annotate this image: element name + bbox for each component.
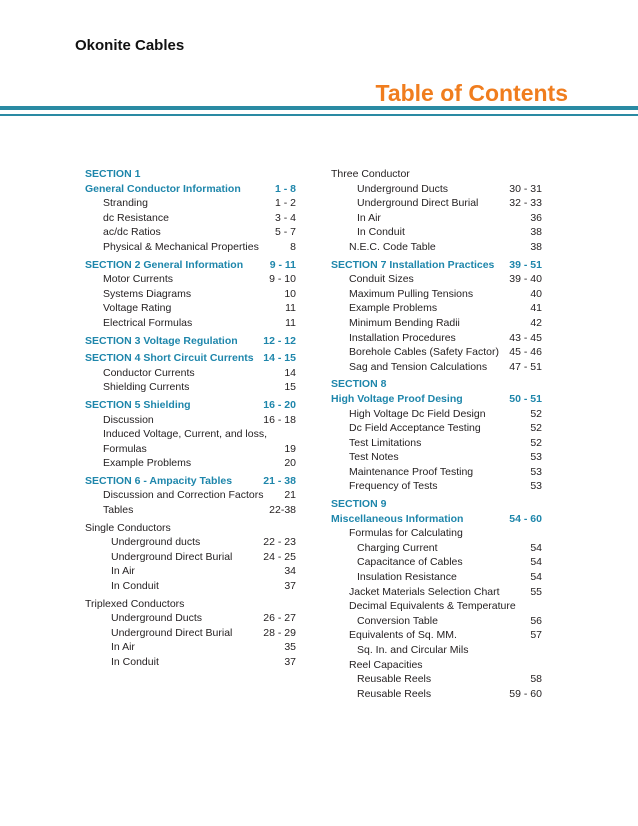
toc-entry bbox=[85, 488, 296, 503]
toc-entry-title: Underground Direct Burial bbox=[111, 550, 233, 563]
toc-entry-title: Stranding bbox=[103, 197, 148, 210]
toc-entry-page: 9 - 10 bbox=[269, 273, 296, 286]
toc-entry-page: 16 - 20 bbox=[263, 398, 296, 411]
toc-entry-title: SECTION 3 Voltage Regulation bbox=[85, 334, 238, 347]
toc-entry bbox=[85, 272, 296, 287]
toc-entry-page: 38 bbox=[530, 226, 542, 239]
toc-entry-title: Decimal Equivalents & Temperature bbox=[349, 600, 516, 613]
toc-entry-page: 35 bbox=[284, 641, 296, 654]
toc-entry-page: 12 - 12 bbox=[263, 334, 296, 347]
toc-entry-page: 54 bbox=[530, 571, 542, 584]
toc-entry-title: dc Resistance bbox=[103, 211, 169, 224]
toc-entry-page: 36 bbox=[530, 211, 542, 224]
toc-entry-page: 11 bbox=[285, 316, 296, 329]
header-rule-thick bbox=[0, 106, 638, 110]
toc-entry bbox=[331, 272, 542, 287]
toc-entry-page: 21 - 38 bbox=[263, 474, 296, 487]
toc-entry-title: Borehole Cables (Safety Factor) bbox=[349, 346, 499, 359]
toc-entry-page: 53 bbox=[530, 480, 542, 493]
toc-section-heading bbox=[331, 512, 542, 527]
toc-entry bbox=[85, 316, 296, 331]
toc-entry-title: Formulas bbox=[103, 442, 147, 455]
toc-entry-page: 11 bbox=[285, 302, 296, 315]
toc-entry-title: Miscellaneous Information bbox=[331, 512, 464, 525]
toc-entry bbox=[85, 287, 296, 302]
toc-entry bbox=[331, 555, 542, 570]
toc-entry-title: Equivalents of Sq. MM. bbox=[349, 629, 457, 642]
toc-entry bbox=[331, 345, 542, 360]
toc-entry-page: 52 bbox=[530, 407, 542, 420]
toc-entry-title: SECTION 1 bbox=[85, 168, 141, 180]
toc-entry-page: 54 bbox=[530, 541, 542, 554]
toc-entry-title: Example Problems bbox=[349, 302, 438, 315]
toc-entry-title: Installation Procedures bbox=[349, 331, 456, 344]
toc-entry bbox=[85, 597, 296, 612]
toc-entry-page: 1 - 8 bbox=[274, 182, 296, 195]
toc-column-left bbox=[85, 167, 296, 670]
toc-entry-title: Reusable Reels bbox=[357, 673, 432, 686]
toc-entry-page: 54 - 60 bbox=[509, 512, 542, 525]
toc-section-heading bbox=[85, 398, 296, 413]
toc-entry-page: 42 bbox=[530, 316, 542, 329]
toc-entry bbox=[331, 672, 542, 687]
toc-section-heading bbox=[85, 167, 296, 182]
toc-entry-page: 40 bbox=[530, 287, 542, 300]
toc-entry-page: 15 bbox=[284, 381, 296, 394]
toc-entry-page: 38 bbox=[530, 240, 542, 253]
toc-entry-title: SECTION 5 Shielding bbox=[85, 398, 191, 411]
toc-entry bbox=[331, 240, 542, 255]
toc-entry bbox=[331, 301, 542, 316]
toc-entry-title: In Conduit bbox=[111, 580, 159, 593]
toc-entry-page: 37 bbox=[284, 580, 296, 593]
toc-entry bbox=[331, 628, 542, 643]
toc-entry-title: SECTION 2 General Information bbox=[85, 258, 244, 271]
toc-entry-page: 5 - 7 bbox=[274, 226, 296, 239]
toc-entry bbox=[85, 611, 296, 626]
toc-entry bbox=[85, 413, 296, 428]
brand-title: Okonite Cables bbox=[75, 37, 185, 54]
toc-entry-title: Formulas for Calculating bbox=[349, 527, 463, 540]
toc-entry-page: 39 - 51 bbox=[509, 258, 542, 271]
toc-entry-title: ac/dc Ratios bbox=[103, 226, 161, 239]
toc-entry-title: Underground Ducts bbox=[111, 612, 203, 625]
toc-entry bbox=[85, 521, 296, 536]
toc-section-heading bbox=[331, 258, 542, 273]
toc-entry bbox=[85, 579, 296, 594]
toc-entry bbox=[85, 366, 296, 381]
toc-entry-title: SECTION 4 Short Circuit Currents bbox=[85, 352, 254, 365]
toc-entry bbox=[331, 287, 542, 302]
toc-entry bbox=[85, 626, 296, 641]
toc-entry-title: Sq. In. and Circular Mils bbox=[357, 644, 469, 656]
toc-entry-title: Three Conductor bbox=[331, 168, 410, 180]
toc-column-right bbox=[331, 167, 542, 701]
toc-entry-title: Underground Direct Burial bbox=[111, 626, 233, 639]
toc-entry bbox=[85, 655, 296, 670]
toc-entry-title: Conductor Currents bbox=[103, 366, 195, 379]
toc-entry bbox=[331, 316, 542, 331]
toc-entry bbox=[331, 614, 542, 629]
toc-entry bbox=[331, 479, 542, 494]
toc-section-heading bbox=[331, 497, 542, 512]
toc-section-heading bbox=[331, 392, 542, 407]
toc-entry bbox=[331, 407, 542, 422]
toc-entry-title: Shielding Currents bbox=[103, 381, 190, 394]
toc-entry bbox=[85, 535, 296, 550]
toc-entry bbox=[331, 182, 542, 197]
toc-entry-title: Capacitance of Cables bbox=[357, 556, 463, 569]
toc-entry bbox=[85, 640, 296, 655]
toc-section-heading bbox=[85, 182, 296, 197]
toc-entry-title: Frequency of Tests bbox=[349, 480, 438, 493]
toc-entry-title: Sag and Tension Calculations bbox=[349, 360, 488, 373]
toc-entry-title: SECTION 8 bbox=[331, 378, 387, 391]
toc-entry-page: 59 - 60 bbox=[509, 687, 542, 700]
toc-entry-title: In Air bbox=[111, 565, 135, 578]
toc-entry-page: 52 bbox=[530, 436, 542, 449]
toc-entry-page: 21 bbox=[284, 489, 296, 502]
toc-entry-page: 26 - 27 bbox=[263, 612, 296, 625]
toc-entry-page: 58 bbox=[530, 673, 542, 686]
toc-entry bbox=[85, 550, 296, 565]
toc-entry-title: SECTION 9 bbox=[331, 498, 387, 511]
toc-entry-title: Single Conductors bbox=[85, 521, 171, 534]
toc-entry-page: 54 bbox=[530, 556, 542, 569]
toc-entry bbox=[331, 436, 542, 451]
toc-entry-page: 14 bbox=[284, 366, 296, 379]
toc-section-heading bbox=[85, 334, 296, 349]
toc-entry bbox=[85, 564, 296, 579]
toc-entry-page: 50 - 51 bbox=[509, 392, 542, 405]
toc-entry bbox=[331, 167, 542, 182]
toc-entry-title: Charging Current bbox=[357, 541, 438, 554]
toc-entry-title: In Air bbox=[357, 211, 381, 224]
toc-entry bbox=[85, 380, 296, 395]
toc-entry-page: 20 bbox=[284, 457, 296, 470]
toc-entry bbox=[331, 360, 542, 375]
toc-entry bbox=[331, 570, 542, 585]
toc-entry-page: 19 bbox=[284, 442, 296, 455]
header-rule-thin bbox=[0, 114, 638, 116]
page-title: Table of Contents bbox=[375, 80, 568, 106]
toc-entry bbox=[331, 526, 542, 541]
toc-entry-title: Maximum Pulling Tensions bbox=[349, 287, 474, 300]
toc-entry-title: Minimum Bending Radii bbox=[349, 316, 460, 329]
toc-entry-title: Underground Direct Burial bbox=[357, 197, 479, 210]
toc-entry-title: Conduit Sizes bbox=[349, 273, 414, 286]
toc-entry-title: SECTION 7 Installation Practices bbox=[331, 258, 495, 271]
toc-entry-title: In Conduit bbox=[111, 656, 159, 668]
toc-entry bbox=[331, 421, 542, 436]
toc-entry-title: Maintenance Proof Testing bbox=[349, 465, 474, 478]
toc-entry bbox=[85, 225, 296, 240]
toc-entry bbox=[331, 331, 542, 346]
toc-entry bbox=[331, 643, 542, 658]
toc-entry-page: 24 - 25 bbox=[263, 550, 296, 563]
toc-entry bbox=[85, 427, 296, 442]
toc-entry bbox=[331, 687, 542, 702]
toc-entry bbox=[331, 541, 542, 556]
toc-entry bbox=[331, 585, 542, 600]
toc-entry-title: High Voltage Proof Desing bbox=[331, 392, 463, 405]
toc-entry-title: In Conduit bbox=[357, 226, 405, 239]
toc-entry-page: 32 - 33 bbox=[509, 197, 542, 210]
toc-entry-page: 41 bbox=[530, 302, 542, 315]
toc-entry bbox=[85, 301, 296, 316]
toc-entry-page: 39 - 40 bbox=[509, 273, 542, 286]
toc-entry-page: 8 bbox=[290, 240, 296, 253]
toc-entry-page: 56 bbox=[530, 614, 542, 627]
toc-entry-title: Reusable Reels bbox=[357, 687, 432, 700]
toc-entry-page: 34 bbox=[284, 565, 296, 578]
toc-entry-title: N.E.C. Code Table bbox=[349, 240, 436, 253]
toc-entry-title: Test Limitations bbox=[349, 436, 422, 449]
toc-entry-page: 57 bbox=[530, 629, 542, 642]
toc-entry-title: Electrical Formulas bbox=[103, 316, 193, 329]
toc-entry-title: Reel Capacities bbox=[349, 658, 423, 671]
toc-entry bbox=[85, 196, 296, 211]
toc-entry-page: 22-38 bbox=[269, 504, 296, 517]
toc-entry-page: 43 - 45 bbox=[509, 331, 542, 344]
toc-entry bbox=[85, 503, 296, 518]
toc-entry-page: 22 - 23 bbox=[263, 536, 296, 549]
toc-entry bbox=[331, 196, 542, 211]
toc-entry-title: In Air bbox=[111, 641, 135, 654]
toc-section-heading bbox=[85, 351, 296, 366]
toc-entry bbox=[85, 442, 296, 457]
toc-entry-title: Induced Voltage, Current, and loss, bbox=[103, 428, 268, 441]
toc-entry-title: Conversion Table bbox=[357, 614, 438, 627]
toc-entry-title: Underground ducts bbox=[111, 536, 201, 549]
toc-entry-title: Motor Currents bbox=[103, 273, 174, 286]
toc-entry-page: 28 - 29 bbox=[263, 626, 296, 639]
toc-entry-title: Discussion bbox=[103, 413, 154, 426]
toc-entry-title: High Voltage Dc Field Design bbox=[349, 407, 486, 420]
toc-section-heading bbox=[85, 474, 296, 489]
toc-section-heading bbox=[85, 258, 296, 273]
toc-entry-page: 53 bbox=[530, 451, 542, 464]
toc-entry-page: 14 - 15 bbox=[263, 352, 296, 365]
toc-entry-page: 30 - 31 bbox=[509, 182, 542, 195]
toc-entry-page: 9 - 11 bbox=[269, 258, 296, 271]
toc-entry-page: 16 - 18 bbox=[263, 413, 296, 426]
toc-entry-title: Underground Ducts bbox=[357, 182, 449, 195]
toc-entry-title: Systems Diagrams bbox=[103, 287, 192, 300]
toc-entry bbox=[331, 450, 542, 465]
toc-entry-page: 37 bbox=[284, 656, 296, 668]
toc-entry bbox=[85, 240, 296, 255]
toc-entry-title: Voltage Rating bbox=[103, 302, 172, 315]
toc-entry bbox=[85, 211, 296, 226]
toc-entry-page: 10 bbox=[284, 287, 296, 300]
toc-entry bbox=[331, 211, 542, 226]
toc-entry-page: 1 - 2 bbox=[274, 197, 296, 210]
toc-entry-title: Physical & Mechanical Properties bbox=[103, 240, 259, 253]
toc-entry-page: 47 - 51 bbox=[509, 360, 542, 373]
toc-section-heading bbox=[331, 377, 542, 392]
toc-entry-title: Example Problems bbox=[103, 457, 192, 470]
toc-entry bbox=[85, 456, 296, 471]
toc-entry bbox=[331, 599, 542, 614]
toc-entry bbox=[331, 465, 542, 480]
toc-entry-page: 55 bbox=[530, 585, 542, 598]
toc-entry-title: Insulation Resistance bbox=[357, 571, 457, 584]
toc-entry-page: 45 - 46 bbox=[509, 346, 542, 359]
toc-entry bbox=[331, 225, 542, 240]
toc-entry-page: 53 bbox=[530, 465, 542, 478]
toc-entry-title: Dc Field Acceptance Testing bbox=[349, 422, 481, 435]
toc-entry-title: Discussion and Correction Factors bbox=[103, 489, 264, 502]
toc-entry-page: 52 bbox=[530, 422, 542, 435]
toc-entry-title: Triplexed Conductors bbox=[85, 597, 185, 610]
toc-entry-title: Jacket Materials Selection Chart bbox=[349, 585, 500, 598]
toc-entry-title: General Conductor Information bbox=[85, 182, 241, 195]
toc-entry bbox=[331, 658, 542, 673]
toc-entry-page: 3 - 4 bbox=[274, 211, 296, 224]
toc-entry-title: SECTION 6 - Ampacity Tables bbox=[85, 474, 233, 487]
toc-entry-title: Tables bbox=[103, 504, 134, 517]
toc-entry-title: Test Notes bbox=[349, 451, 399, 464]
